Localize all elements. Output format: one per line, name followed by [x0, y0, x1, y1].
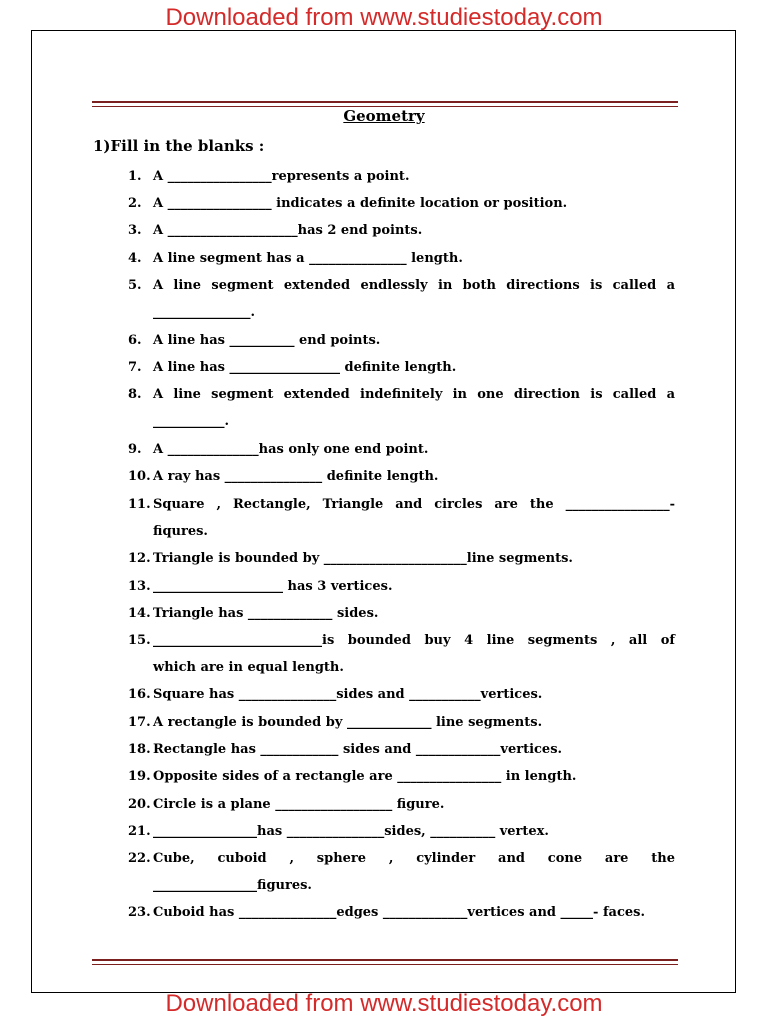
- question-5: 5. A line segment extended endlessly in both directions is called a _______________.: [128, 278, 675, 320]
- question-15: 15. __________________________is bounded buy 4 line segments , all of which are in equal length.: [128, 633, 675, 675]
- question-16: 16. Square has _______________sides and ___________vertices.: [128, 687, 543, 702]
- question-14: 14. Triangle has _____________ sides.: [128, 606, 379, 621]
- question-17: 17. A rectangle is bounded by _____________ line segments.: [128, 715, 543, 730]
- watermark-top: Downloaded from www.studiestoday.com: [165, 4, 603, 31]
- question-8: 8. A line segment extended indefinitely in one direction is called a ___________.: [128, 387, 675, 429]
- question-6: 6. A line has __________ end points.: [128, 333, 381, 348]
- question-19: 19. Opposite sides of a rectangle are ________________ in length.: [128, 769, 577, 784]
- page-title: Geometry: [343, 107, 425, 125]
- question-20: 20. Circle is a plane __________________ figure.: [128, 797, 445, 812]
- watermark-bottom: Downloaded from www.studiestoday.com: [165, 990, 603, 1017]
- question-12: 12. Triangle is bounded by ______________________line segments.: [128, 551, 573, 566]
- question-9: 9. A ______________has only one end point.: [128, 442, 429, 457]
- question-22: 22. Cube, cuboid , sphere , cylinder and cone are the ________________figures.: [128, 851, 675, 893]
- question-10: 10. A ray has _______________ definite length.: [128, 469, 439, 484]
- question-7: 7. A line has _________________ definite length.: [128, 360, 457, 375]
- question-3: 3. A ____________________has 2 end points.: [128, 223, 423, 238]
- question-4: 4. A line segment has a _______________ length.: [128, 251, 463, 266]
- bottom-rule: [92, 959, 678, 965]
- question-2: 2. A ________________ indicates a definite location or position.: [128, 196, 568, 211]
- question-18: 18. Rectangle has ____________ sides and _____________vertices.: [128, 742, 563, 757]
- section-heading: 1)Fill in the blanks :: [93, 137, 265, 155]
- question-13: 13. ____________________ has 3 vertices.: [128, 579, 393, 594]
- question-21: 21. ________________has _______________sides, __________ vertex.: [128, 824, 549, 839]
- question-23: 23. Cuboid has _______________edges _____________vertices and _____- faces.: [128, 905, 646, 920]
- question-11: 11. Square , Rectangle, Triangle and circles are the ________________- fiqures.: [128, 497, 675, 539]
- question-1: 1. A ________________represents a point.: [128, 169, 410, 184]
